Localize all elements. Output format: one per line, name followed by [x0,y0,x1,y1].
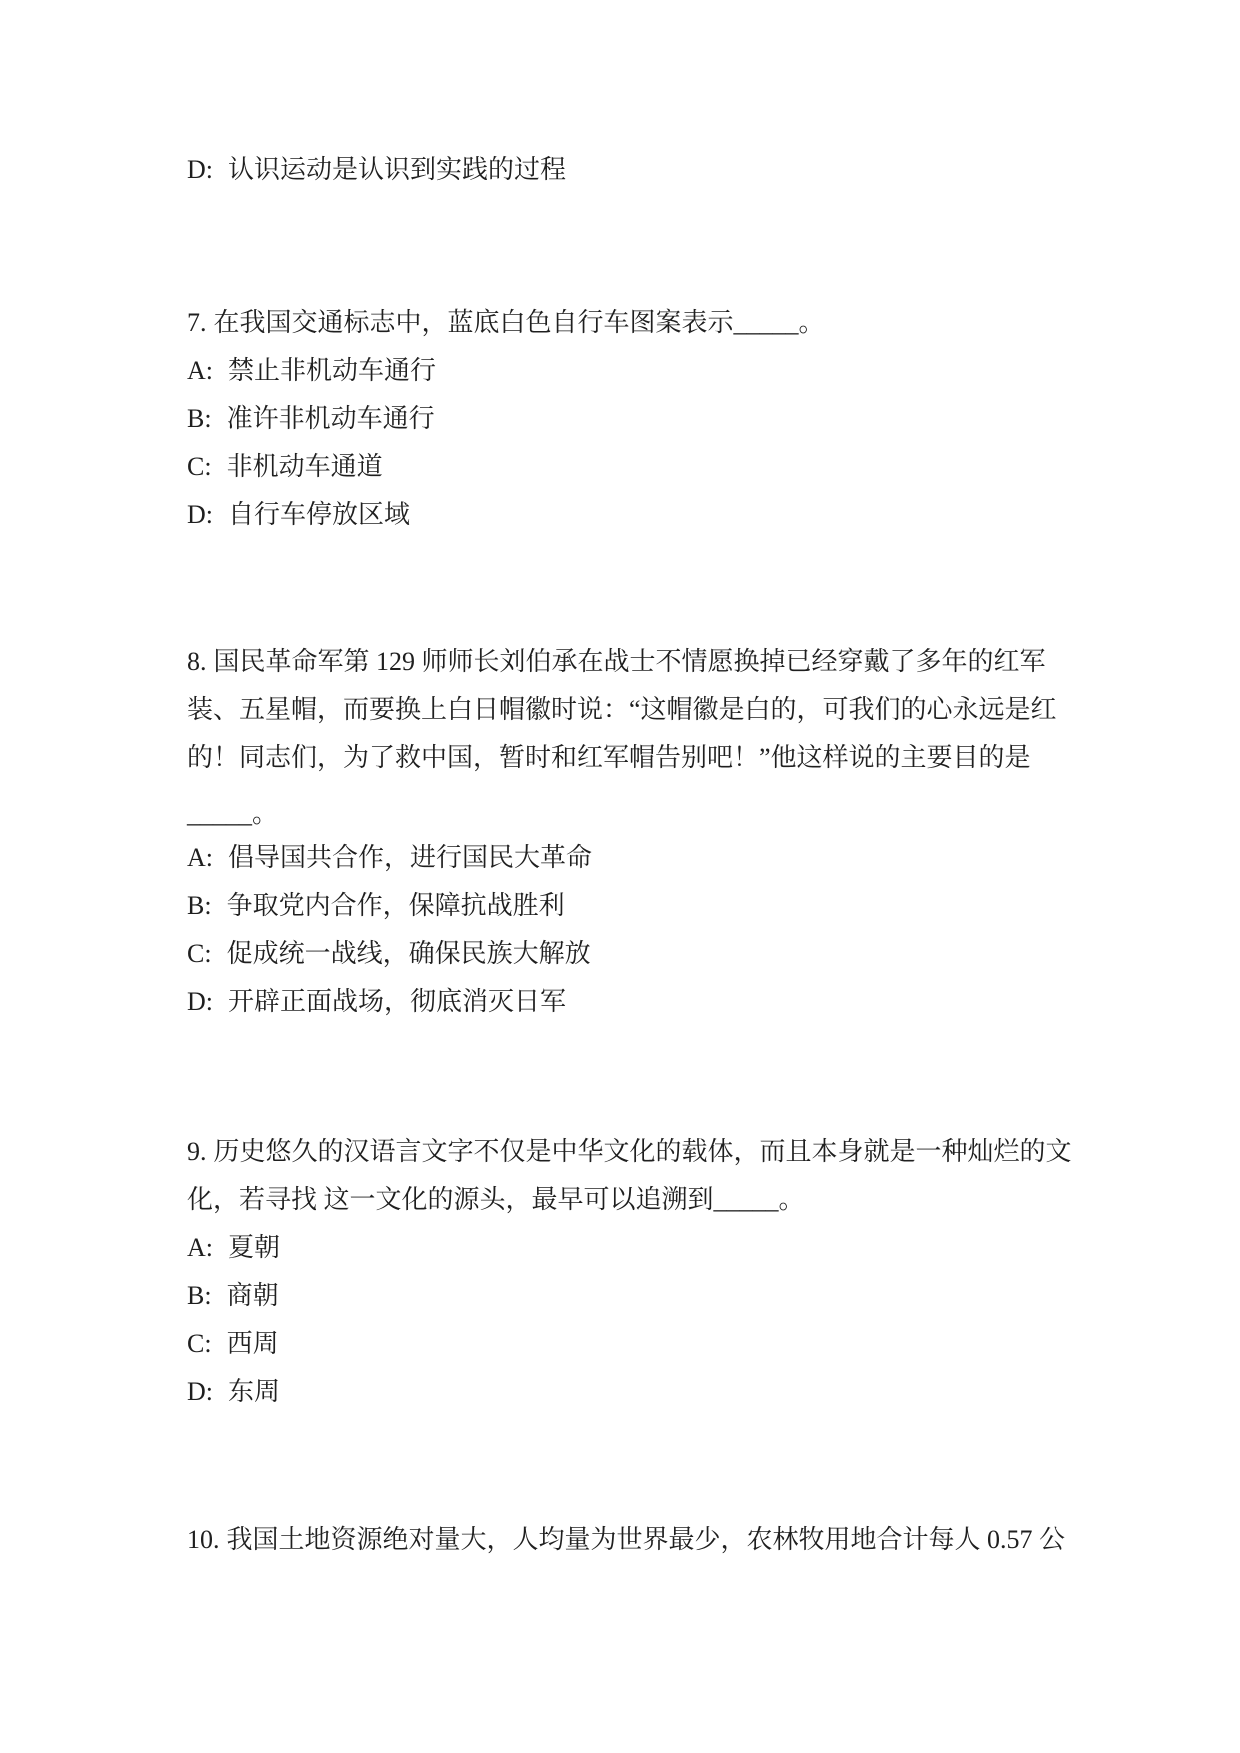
option-text: 倡导国共合作，进行国民大革命 [228,843,593,872]
option-label: B: [187,404,212,433]
question-8-stem-line-3 [187,734,1031,782]
question-number: 8. [187,647,207,676]
question-8-option-a [187,834,592,882]
option-text: 禁止非机动车通行 [228,356,437,385]
question-9-option-a [187,1224,280,1272]
option-label: D: [187,1377,213,1406]
question-10-stem-line-1 [187,1516,1065,1564]
question-stem-text: 化，若寻找 这一文化的源头，最早可以追溯到_____。 [187,1185,805,1214]
option-text: 东周 [228,1377,281,1406]
question-7-option-a [187,347,436,395]
question-7-option-d [187,491,410,539]
option-text: 争取党内合作，保障抗战胜利 [226,891,565,920]
question-stem-text: 在我国交通标志中，蓝底白色自行车图案表示_____。 [213,308,825,337]
question-number: 7. [187,308,207,337]
question-9-stem-line-1 [187,1128,1072,1176]
question-number: 10. [187,1525,220,1554]
option-text: 认识运动是认识到实践的过程 [228,155,567,184]
option-text: 自行车停放区域 [228,500,411,529]
question-9-option-c [187,1320,279,1368]
option-text: 非机动车通道 [226,452,383,481]
option-label: D: [187,987,213,1016]
option-label: D: [187,500,213,529]
question-6-option-d [187,146,566,194]
option-label: C: [187,939,212,968]
option-text: 夏朝 [228,1233,281,1262]
option-label: A: [187,1233,213,1262]
option-text: 商朝 [226,1281,279,1310]
option-label: C: [187,1329,212,1358]
question-stem-text: 我国土地资源绝对量大，人均量为世界最少，农林牧用地合计每人 0.57 公 [226,1525,1066,1554]
option-label: B: [187,891,212,920]
option-text: 准许非机动车通行 [226,404,435,433]
question-9-option-d [187,1368,280,1416]
question-stem-text: 的！同志们，为了救中国，暂时和红军帽告别吧！”他这样说的主要目的是 [187,743,1031,772]
question-stem-text: 装、五星帽，而要换上白日帽徽时说：“这帽徽是白的，可我们的心永远是红 [187,695,1057,724]
question-8-stem-line-1 [187,638,1046,686]
option-text: 西周 [226,1329,279,1358]
question-stem-text: 历史悠久的汉语言文字不仅是中华文化的载体，而且本身就是一种灿烂的文 [213,1137,1072,1166]
option-label: A: [187,356,213,385]
question-stem-text: _____。 [187,799,279,828]
option-text: 开辟正面战场，彻底消灭日军 [228,987,567,1016]
option-label: B: [187,1281,212,1310]
question-number: 9. [187,1137,207,1166]
question-8-option-c [187,930,591,978]
question-8-option-d [187,978,566,1026]
question-7-option-c [187,443,383,491]
question-9-stem-line-2 [187,1176,805,1224]
question-9-option-b [187,1272,279,1320]
question-7-option-b [187,395,435,443]
question-8-stem-line-2 [187,686,1057,734]
option-label: C: [187,452,212,481]
question-7-stem [187,299,825,347]
question-8-stem-blank-line [187,790,278,838]
question-stem-text: 国民革命军第 129 师师长刘伯承在战士不情愿换掉已经穿戴了多年的红军 [213,647,1046,676]
option-label: D: [187,155,213,184]
option-text: 促成统一战线，确保民族大解放 [226,939,591,968]
question-8-option-b [187,882,565,930]
option-label: A: [187,843,213,872]
